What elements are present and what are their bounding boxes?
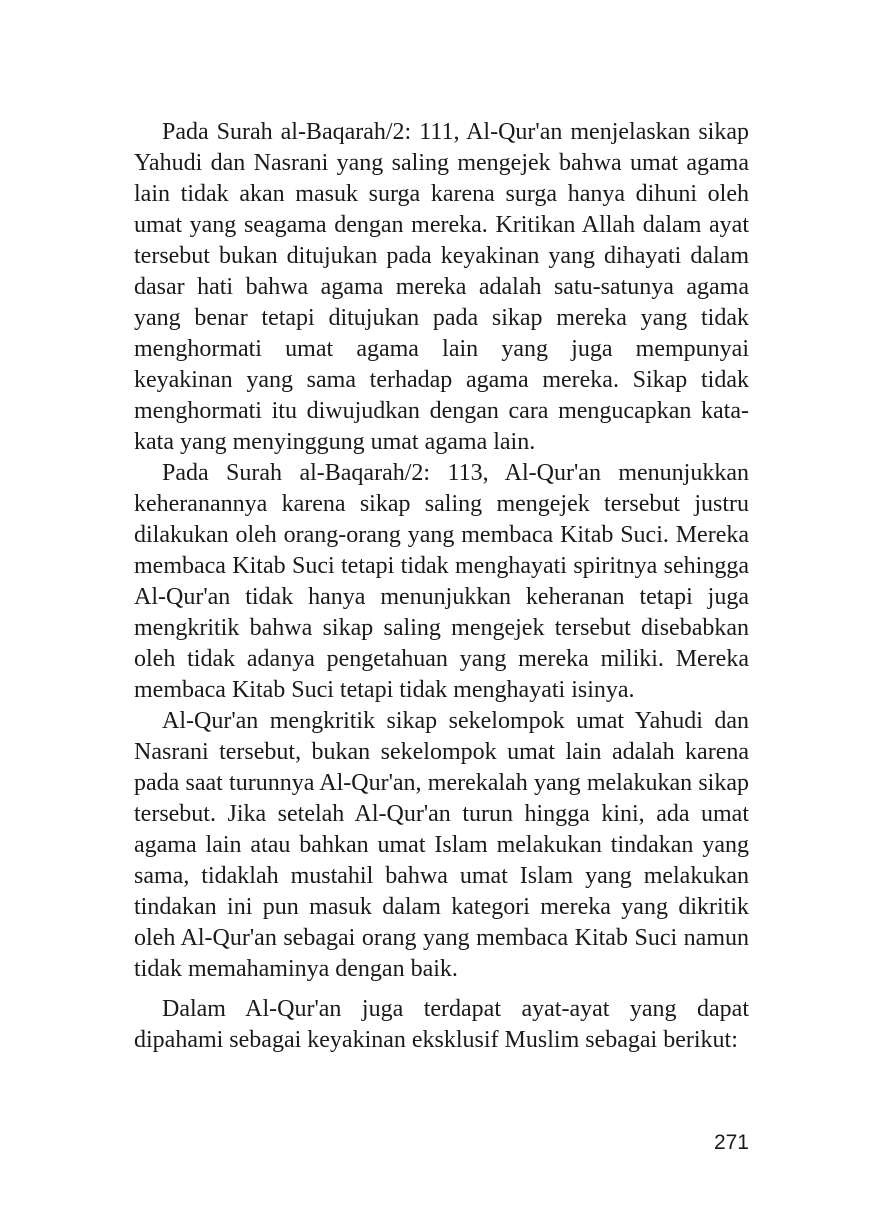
paragraph-1: Pada Surah al-Baqarah/2: 111, Al-Qur'an menjelaskan sikap Yahudi dan Nasrani yang saling mengejek bahwa umat agama lain tidak akan masuk surga karena surga hanya dihuni oleh umat yang seagama dengan mereka. Kritikan Allah dalam ayat tersebut bukan ditujukan pada keyakinan yang dihayati dalam dasar hati bahwa agama mereka adalah satu-satunya agama yang benar tetapi ditujukan pada sikap mereka yang tidak menghormati umat agama lain yang juga mempunyai keyakinan yang sama terhadap agama mereka. Sikap tidak menghormati itu diwujudkan dengan cara mengucapkan kata-kata yang menyinggung umat agama lain. — [134, 119, 749, 455]
paragraph-2: Pada Surah al-Baqarah/2: 113, Al-Qur'an menunjukkan keheranannya karena sikap saling mengejek tersebut justru dilakukan oleh orang-orang yang membaca Kitab Suci. Mereka membaca Kitab Suci tetapi tidak menghayati spiritnya sehingga Al-Qur'an tidak hanya menunjukkan keheranan tetapi juga mengkritik bahwa sikap saling mengejek tersebut disebabkan oleh tidak adanya pengetahuan yang mereka miliki. Mereka membaca Kitab Suci tetapi tidak menghayati isinya. — [134, 460, 749, 703]
page-number: 271 — [713, 1131, 749, 1154]
page-body — [134, 117, 749, 1056]
paragraph-3: Al-Qur'an mengkritik sikap sekelompok umat Yahudi dan Nasrani tersebut, bukan sekelompok umat lain adalah karena pada saat turunnya Al-Qur'an, merekalah yang melakukan sikap tersebut. Jika setelah Al-Qur'an turun hingga kini, ada umat agama lain atau bahkan umat Islam melakukan tindakan yang sama, tidaklah mustahil bahwa umat Islam yang melakukan tindakan ini pun masuk dalam kategori mereka yang dikritik oleh Al-Qur'an sebagai orang yang membaca Kitab Suci namun tidak memahaminya dengan baik. — [134, 708, 749, 982]
paragraph-4: Dalam Al-Qur'an juga terdapat ayat-ayat yang dapat dipahami sebagai keyakinan eksklusif Muslim sebagai berikut: — [134, 996, 749, 1053]
